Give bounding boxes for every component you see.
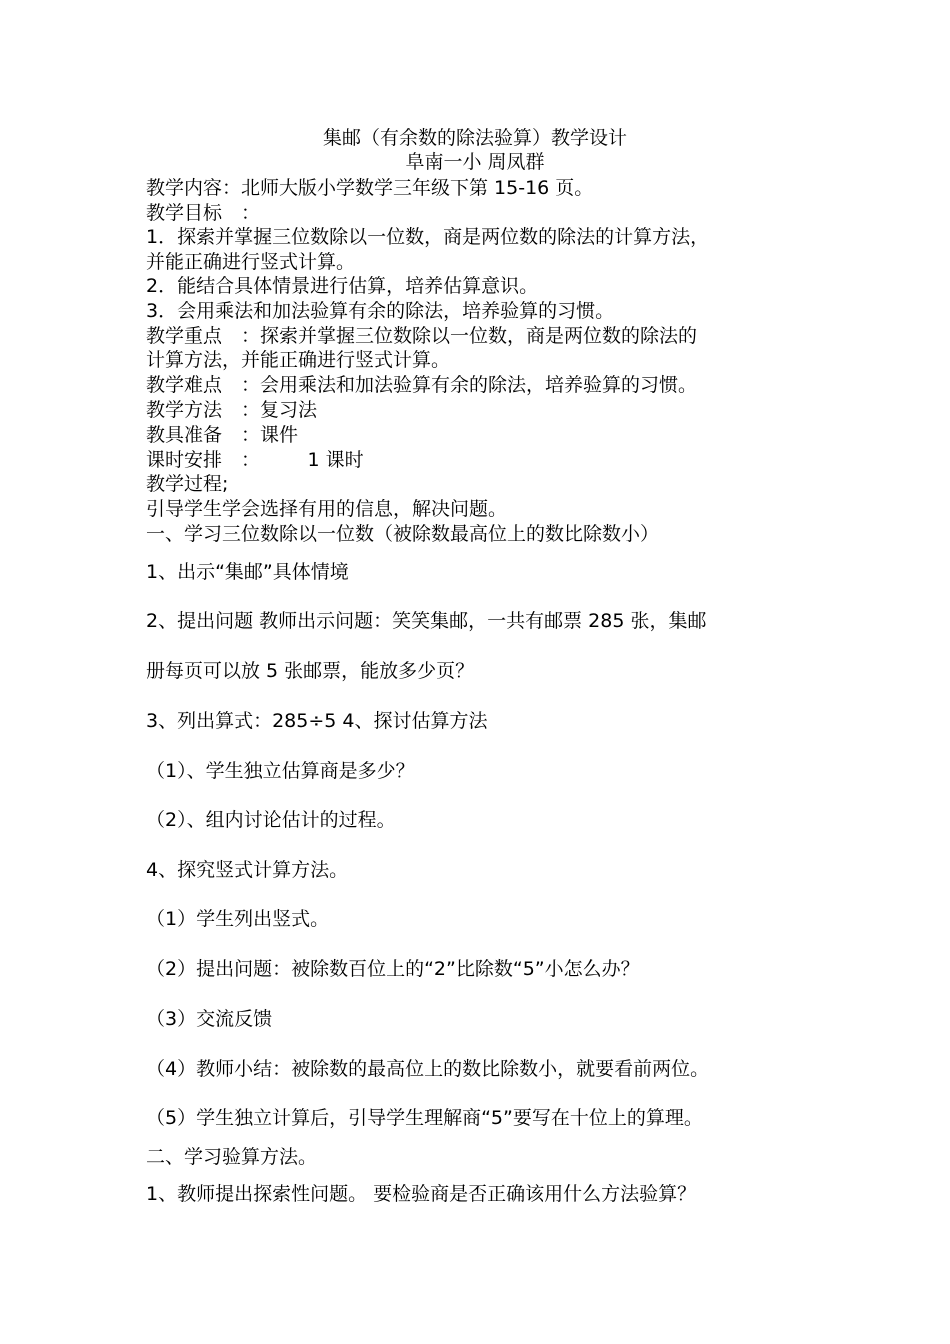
text-line: 1、出示“集邮”具体情境	[146, 561, 349, 583]
text-line: 教学内容：北师大版小学数学三年级下第 15-16 页。	[146, 177, 594, 199]
text-line: 教学难点 ：会用乘法和加法验算有余的除法，培养验算的习惯。	[146, 374, 698, 396]
text-line: （1）、学生独立估算商是多少？	[146, 760, 415, 782]
text-line: （4）教师小结：被除数的最高位上的数比除数小，就要看前两位。	[146, 1058, 710, 1080]
text-line: 教具准备 ：课件	[146, 424, 299, 446]
text-line: （2）提出问题：被除数百位上的“2”比除数“5”小怎么办？	[146, 958, 640, 980]
text-line: 3、列出算式：285÷5 4、探讨估算方法	[146, 710, 488, 732]
text-line: 3．会用乘法和加法验算有余的除法，培养验算的习惯。	[146, 300, 615, 322]
document-author: 阜南一小 周凤群	[405, 151, 545, 173]
text-line: 教学重点 ：探索并掌握三位数除以一位数，商是两位数的除法的	[146, 325, 698, 347]
section-heading: 一、学习三位数除以一位数（被除数最高位上的数比除数小）	[146, 523, 660, 545]
text-line: 2．能结合具体情景进行估算，培养估算意识。	[146, 275, 539, 297]
text-line: （1）学生列出竖式。	[146, 908, 330, 930]
text-line: 1、教师提出探索性问题。 要检验商是否正确该用什么方法验算？	[146, 1183, 697, 1205]
text-line: 1．探索并掌握三位数除以一位数，商是两位数的除法的计算方法，	[146, 226, 710, 248]
text-line: 4、探究竖式计算方法。	[146, 859, 349, 881]
text-line: 课时安排 ： 1 课时	[146, 449, 364, 471]
text-line: （3）交流反馈	[146, 1008, 273, 1030]
text-line: 引导学生学会选择有用的信息，解决问题。	[146, 498, 508, 520]
text-line: 并能正确进行竖式计算。	[146, 251, 356, 273]
text-line: 计算方法，并能正确进行竖式计算。	[146, 349, 451, 371]
text-line: （5）学生独立计算后，引导学生理解商“5”要写在十位上的算理。	[146, 1107, 703, 1129]
text-line: 2、提出问题 教师出示问题：笑笑集邮，一共有邮票 285 张，集邮	[146, 610, 707, 632]
document-title: 集邮（有余数的除法验算）教学设计	[322, 127, 627, 149]
section-heading: 二、学习验算方法。	[146, 1146, 318, 1168]
text-line: 教学目标 ：	[146, 202, 261, 224]
text-line: 教学过程;	[146, 473, 229, 495]
text-line: （2）、组内讨论估计的过程。	[146, 809, 396, 831]
text-line: 册每页可以放 5 张邮票，能放多少页？	[146, 660, 475, 682]
text-line: 教学方法 ：复习法	[146, 399, 318, 421]
